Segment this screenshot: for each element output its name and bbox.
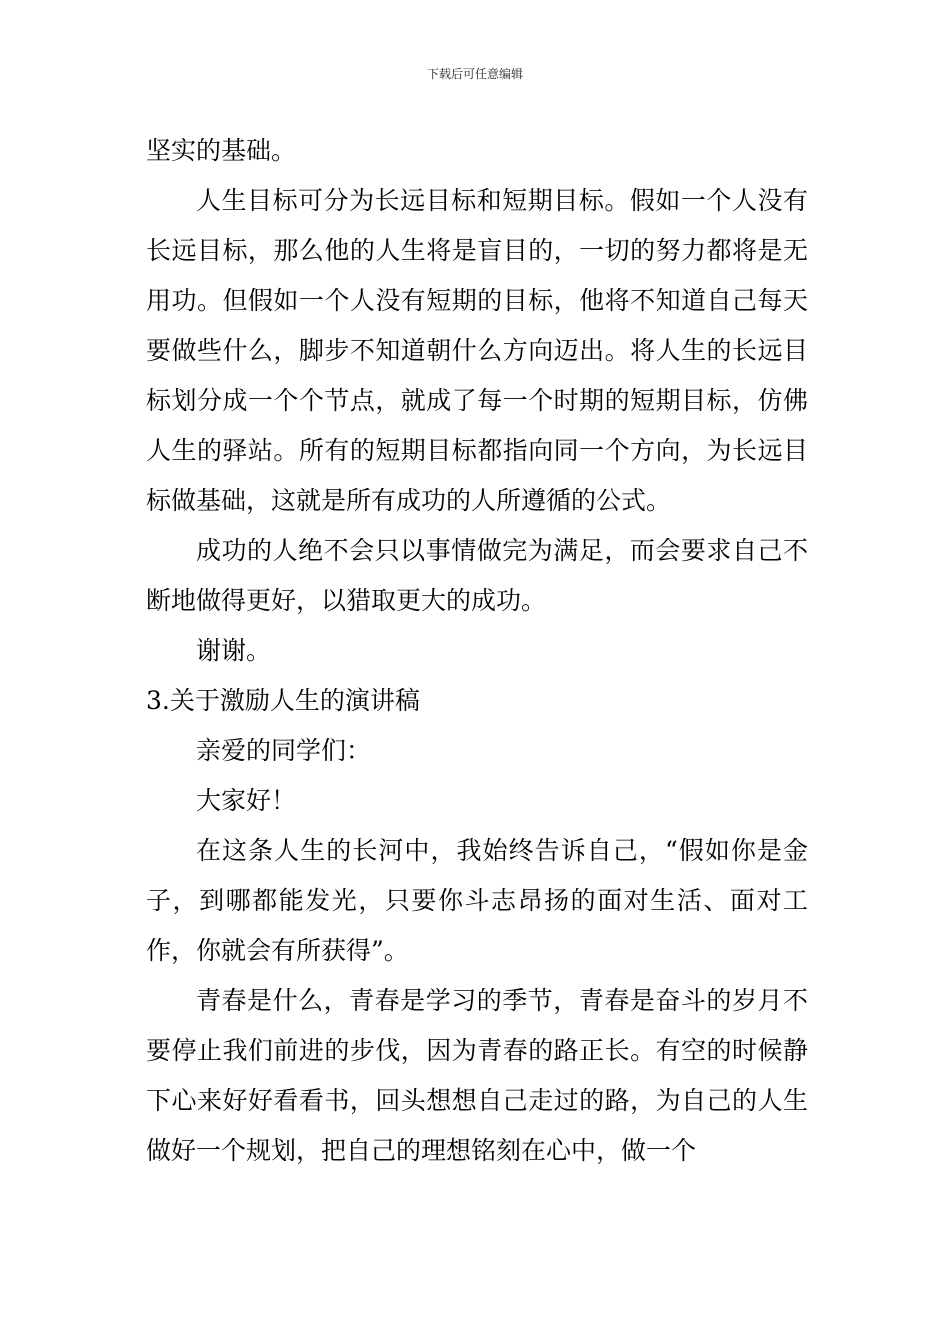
- page-header: 下载后可任意编辑: [426, 67, 523, 81]
- paragraph-youth: 青春是什么，青春是学习的季节，青春是奋斗的岁月不要停止我们前进的步伐，因为青春的路正长。有空的时候静下心来好好看看书，回头想想自己走过的路，为自己的人生做好一个规划，把自己的理想铭刻在心中，做一个: [146, 986, 808, 1165]
- section-heading: 3.关于激励人生的演讲稿: [146, 686, 420, 715]
- paragraph-thanks: 谢谢。: [196, 636, 272, 665]
- greeting: 大家好！: [196, 786, 297, 815]
- paragraph-river-of-life: 在这条人生的长河中，我始终告诉自己，“假如你是金子，到哪都能发光，只要你斗志昂扬的面对生活、面对工作，你就会有所获得”。: [146, 836, 808, 965]
- paragraph-continuation: 坚实的基础。: [146, 136, 297, 165]
- paragraph-life-goals: 人生目标可分为长远目标和短期目标。假如一个人没有长远目标，那么他的人生将是盲目的，一切的努力都将是无用功。但假如一个人没有短期的目标，他将不知道自己每天要做些什么，脚步不知道朝什么方向迈出。将人生的长远目标划分成一个个节点，就成了每一个时期的短期目标，仿佛人生的驿站。所有的短期目标都指向同一个方向，为长远目标做基础，这就是所有成功的人所遵循的公式。: [146, 186, 808, 515]
- paragraph-success: 成功的人绝不会只以事情做完为满足，而会要求自己不断地做得更好，以猎取更大的成功。: [146, 536, 808, 615]
- document-body: [146, 126, 808, 1176]
- salutation: 亲爱的同学们：: [196, 736, 372, 765]
